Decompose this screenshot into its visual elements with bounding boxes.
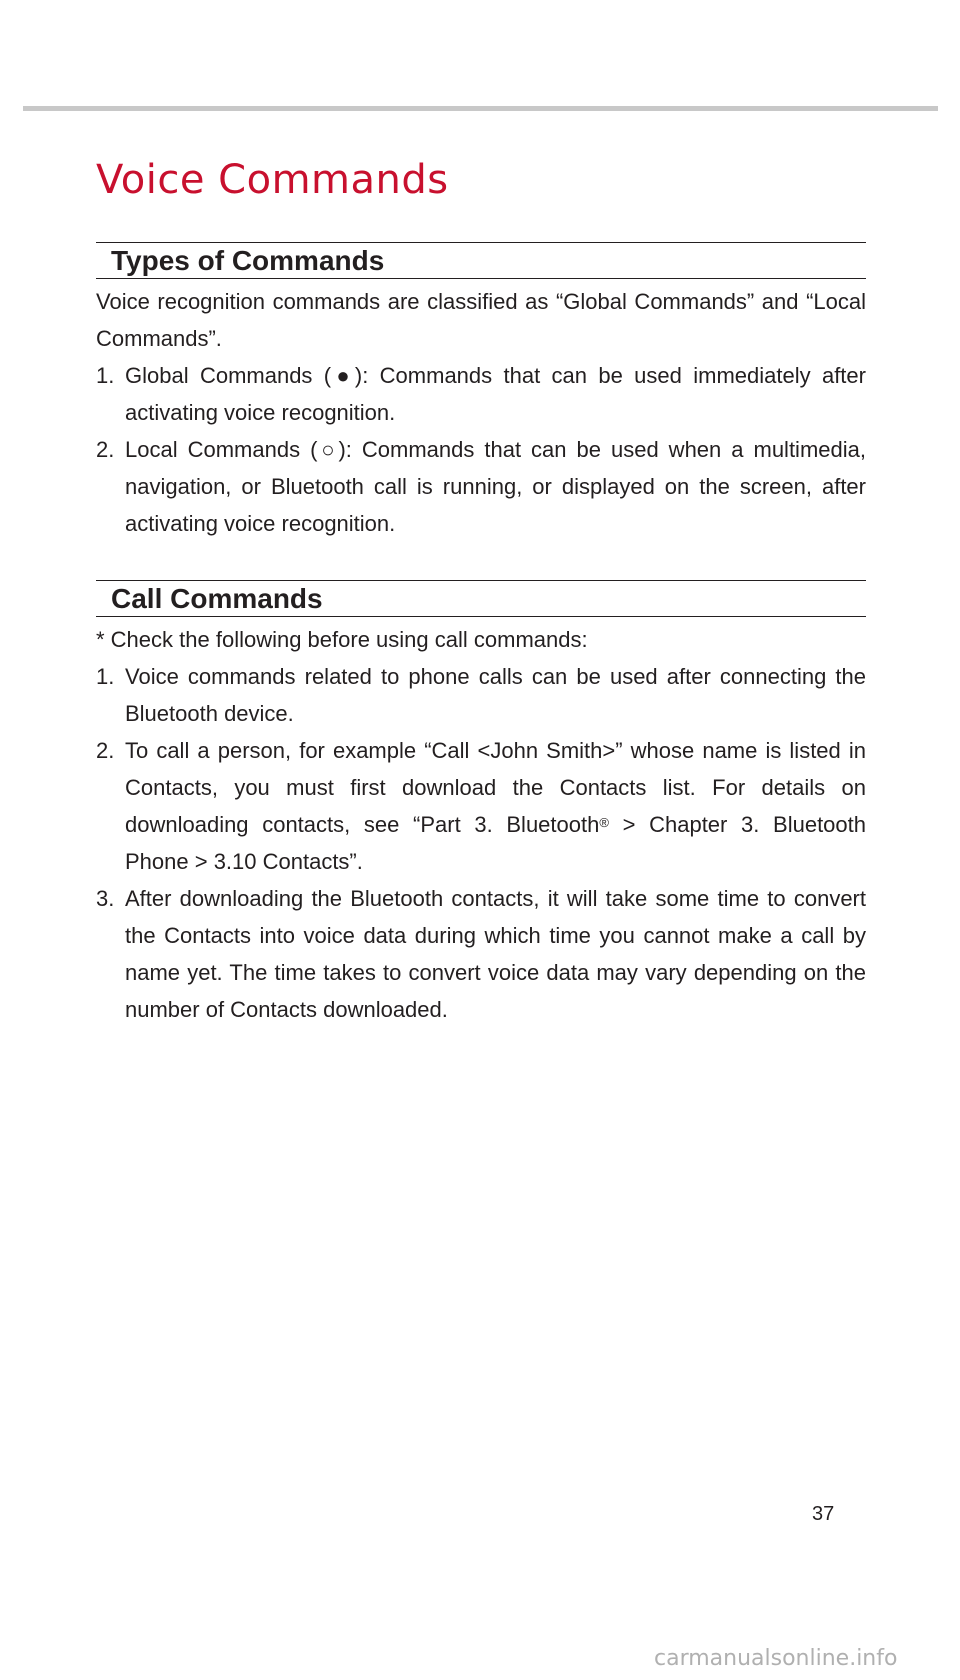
list-item [96,658,866,732]
item-prefix: Global Commands ( [125,363,332,388]
section-heading-call: Call Commands [96,580,866,617]
list-number: 3. [96,886,115,911]
list-number: 1. [96,664,115,689]
empty-circle-icon: ○ [317,437,339,462]
call-intro: * Check the following before using call commands: [96,627,588,652]
section-heading-types: Types of Commands [96,242,866,279]
list-item [96,431,866,542]
call-list [96,658,866,1028]
page-content [96,242,866,1028]
list-number: 1. [96,363,115,388]
top-divider [23,106,938,111]
list-item [96,880,866,1028]
list-item-text [125,431,866,542]
item-suffix: ): Commands that can be used when a multimedia, navigation, or Bluetooth call is running, or displayed on the screen, after activating voice recognition. [125,437,866,536]
page-number: 37 [812,1503,835,1525]
filled-circle-icon: ● [331,363,355,388]
site-watermark: carmanualsonline.info [654,1646,898,1671]
section-gap [96,542,866,580]
list-item-text [125,732,866,880]
list-item-text [125,357,866,431]
page-title: Voice Commands [96,157,449,203]
list-number: 2. [96,437,115,462]
list-item-text: After downloading the Bluetooth contacts, it will take some time to convert the Contacts into voice data during which time you cannot make a call by name yet. The time takes to convert voice data may vary depending on the number of Contacts downloaded. [125,886,866,1022]
registered-mark: ® [599,815,609,830]
list-item [96,732,866,880]
item-text-part-a: To call a person, for example “Call <John Smith>” whose name is listed in Contacts, you must first download the Contacts list. For details on downloading contacts, see “Part 3. Bluetooth [125,738,866,837]
item-suffix: ): Commands that can be used immediately after activating voice recognition. [125,363,866,425]
item-text-part-b: > Chapter 3. Bluetooth Phone > 3.10 Contacts”. [125,812,866,874]
types-list [96,357,866,542]
list-number: 2. [96,738,115,763]
list-item [96,357,866,431]
types-intro: Voice recognition commands are classified as “Global Commands” and “Local Commands”. [96,289,866,351]
list-item-text: Voice commands related to phone calls can be used after connecting the Bluetooth device. [125,664,866,726]
item-prefix: Local Commands ( [125,437,318,462]
